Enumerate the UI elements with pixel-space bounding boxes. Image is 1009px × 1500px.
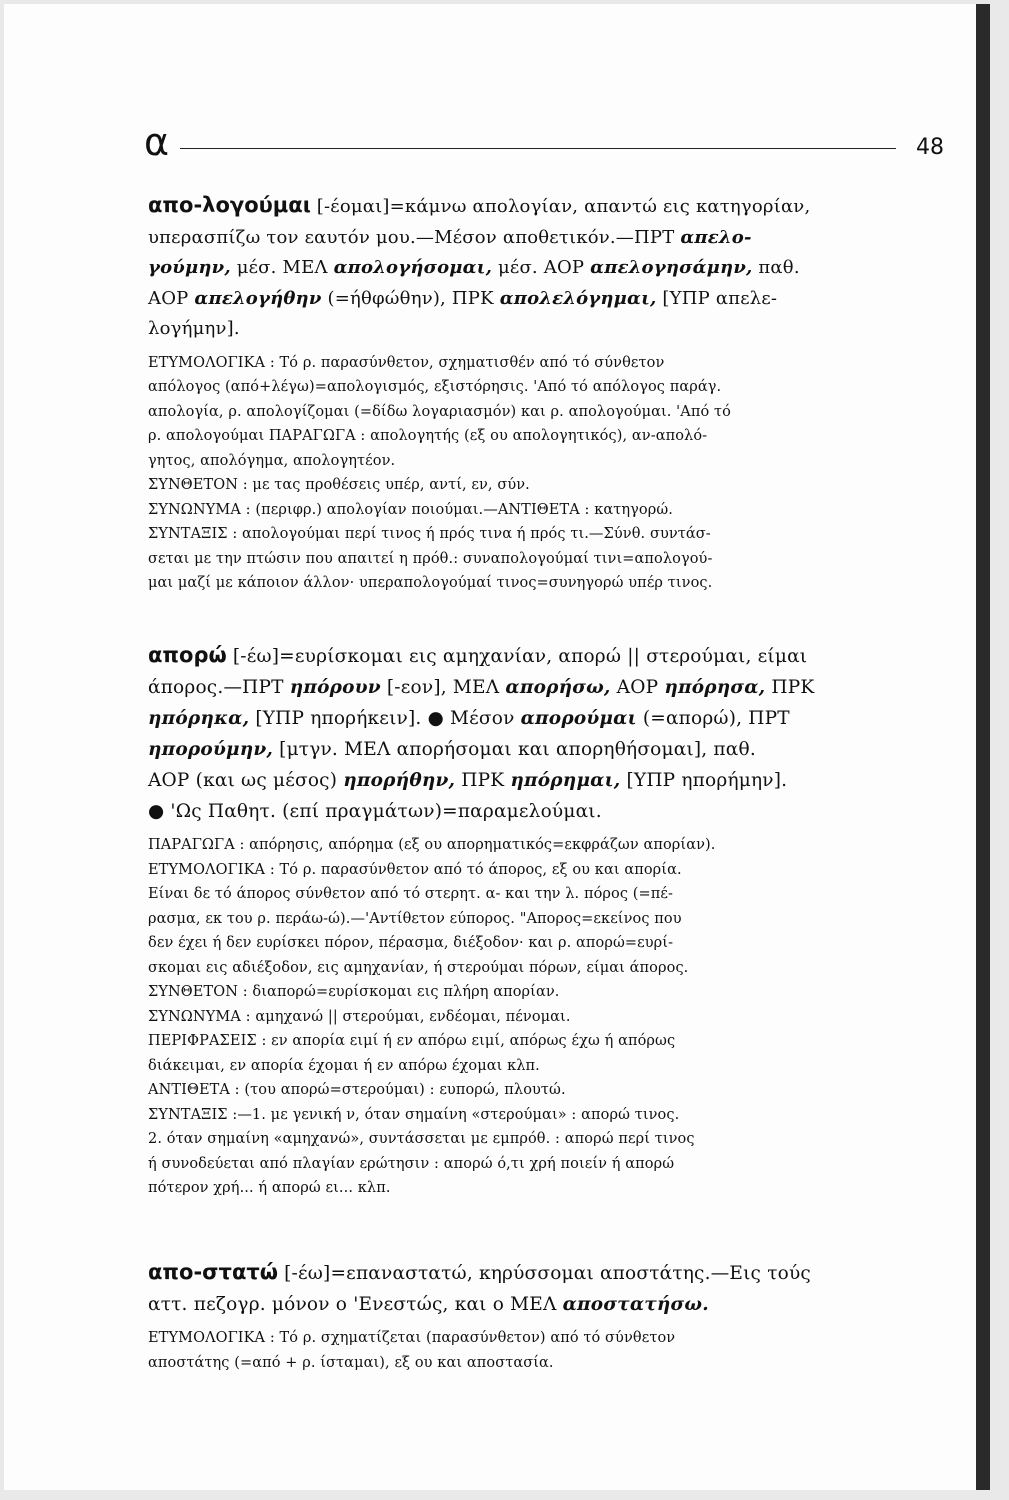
def-line: ηπορούμην, [μτγν. ΜΕΛ απορήσομαι και απορηθήσομαι], παθ.	[148, 739, 756, 760]
note-line: σεται με την πτώσιν που απαιτεί η πρόθ.: συναπολογούμαί τινι=απολογού-	[148, 550, 713, 567]
entry-apologoumai	[148, 190, 938, 596]
def-line: απο-λογούμαι [-έομαι]=κάμνω απολογίαν, απαντώ εις κατηγορίαν,	[148, 193, 811, 217]
dictionary-page	[4, 4, 990, 1490]
note-line: ΑΝΤΙΘΕΤΑ : (του απορώ=στερούμαι) : ευπορώ, πλουτώ.	[148, 1082, 566, 1098]
page-header	[144, 122, 944, 170]
headword: απορώ	[148, 643, 227, 667]
def-line: ηπόρηκα, [ΥΠΡ ηπορήκειν]. ● Μέσον απορούμαι (=απορώ), ΠΡΤ	[148, 708, 790, 729]
note-line: ΣΥΝΩΝΥΜΑ : (περιφρ.) απολογίαν ποιούμαι.—ΑΝΤΙΘΕΤΑ : κατηγορώ.	[148, 501, 674, 518]
note-line: σκομαι εις αδιέξοδον, εις αμηχανίαν, ή στερούμαι πόρων, είμαι άπορος.	[148, 959, 689, 976]
note-line: ΣΥΝΤΑΞΙΣ :—1. με γενική ν, όταν σημαίνη «στερούμαι» : απορώ τινος.	[148, 1106, 680, 1123]
note-line: γητος, απολόγημα, απολογητέον.	[148, 452, 396, 469]
header-rule	[180, 148, 896, 149]
def-line: απο-στατώ [-έω]=επαναστατώ, κηρύσσομαι αποστάτης.—Εις τούς	[148, 1260, 811, 1284]
note-line: ή συνοδεύεται από πλαγίαν ερώτησιν : απορώ ό,τι χρή ποιείν ή απορώ	[148, 1155, 675, 1172]
entry-definition	[148, 640, 938, 827]
note-line: ρασμα, εκ του ρ. περάω-ώ).—'Αντίθετον εύπορος. "Απορος=εκείνος που	[148, 910, 682, 927]
note-line: ΣΥΝΤΑΞΙΣ : απολογούμαι περί τινος ή πρός τινα ή πρός τι.—Σύνθ. συντάσ-	[148, 526, 711, 542]
def-line: ● 'Ως Παθητ. (επί πραγμάτων)=παραμελούμαι.	[148, 801, 602, 822]
entry-notes	[148, 351, 938, 596]
note-line: ΣΥΝΘΕΤΟΝ : με τας προθέσεις υπέρ, αντί, εν, σύν.	[148, 477, 530, 493]
note-line: διάκειμαι, εν απορία έχομαι ή εν απόρω έχομαι κλπ.	[148, 1057, 540, 1074]
def-line: άπορος.—ΠΡΤ ηπόρουν [-εον], ΜΕΛ απορήσω, ΑΟΡ ηπόρησα, ΠΡΚ	[148, 677, 815, 698]
note-line: ΕΤΥΜΟΛΟΓΙΚΑ : Τό ρ. σχηματίζεται (παρασύνθετον) από τό σύνθετον	[148, 1330, 676, 1346]
note-line: ΠΕΡΙΦΡΑΣΕΙΣ : εν απορία ειμί ή εν απόρω ειμί, απόρως έχω ή απόρως	[148, 1033, 676, 1049]
note-line: 2. όταν σημαίνη «αμηχανώ», συντάσσεται με εμπρόθ. : απορώ περί τινος	[148, 1131, 695, 1147]
entry-notes	[148, 1326, 938, 1375]
note-line: ΣΥΝΘΕΤΟΝ : διαπορώ=ευρίσκομαι εις πλήρη απορίαν.	[148, 984, 560, 1000]
bullet-icon: ●	[148, 801, 165, 822]
entry-definition	[148, 190, 938, 345]
note-line: δεν έχει ή δεν ευρίσκει πόρον, πέρασμα, διέξοδον· και ρ. απορώ=ευρί-	[148, 935, 674, 951]
def-line: υπερασπίζω τον εαυτόν μου.—Μέσον αποθετικόν.—ΠΡΤ απελο-	[148, 226, 752, 248]
note-line: ΠΑΡΑΓΩΓΑ : απόρησις, απόρημα (εξ ου απορηματικός=εκφράζων απορίαν).	[148, 837, 716, 853]
page-number: 48	[916, 135, 944, 160]
note-line: αποστάτης (=από + ρ. ίσταμαι), εξ ου και αποστασία.	[148, 1354, 554, 1371]
note-line: ΣΥΝΩΝΥΜΑ : αμηχανώ || στερούμαι, ενδέομαι, πένομαι.	[148, 1008, 571, 1025]
section-letter: α	[144, 120, 170, 164]
note-line: μαι μαζί με κάποιον άλλον· υπεραπολογούμαί τινος=συνηγορώ υπέρ τινος.	[148, 575, 713, 591]
note-line: ρ. απολογούμαι ΠΑΡΑΓΩΓΑ : απολογητής (εξ ου απολογητικός), αν-απολό-	[148, 428, 708, 444]
note-line: ΕΤΥΜΟΛΟΓΙΚΑ : Τό ρ. παρασύνθετον από τό άπορος, εξ ου και απορία.	[148, 861, 682, 878]
def-line: λογήμην].	[148, 318, 240, 339]
def-line: ΑΟΡ απελογήθην (=ήθφώθην), ΠΡΚ απολελόγημαι, [ΥΠΡ απελε-	[148, 287, 778, 309]
entry-apostato	[148, 1257, 938, 1375]
def-line: ΑΟΡ (και ως μέσος) ηπορήθην, ΠΡΚ ηπόρημαι, [ΥΠΡ ηπορήμην].	[148, 770, 788, 791]
entry-notes	[148, 833, 938, 1201]
def-line: αττ. πεζογρ. μόνον ο 'Ενεστώς, και ο ΜΕΛ αποστατήσω.	[148, 1294, 709, 1315]
headword: απο-στατώ	[148, 1260, 279, 1284]
entry-definition	[148, 1257, 938, 1320]
headword: απο-λογούμαι	[148, 193, 311, 217]
def-line: απορώ [-έω]=ευρίσκομαι εις αμηχανίαν, απορώ || στερούμαι, είμαι	[148, 643, 808, 667]
note-line: απολογία, ρ. απολογίζομαι (=δίδω λογαριασμόν) και ρ. απολογούμαι. 'Από τό	[148, 403, 731, 420]
note-line: πότερον χρή... ή απορώ ει... κλπ.	[148, 1180, 391, 1196]
entry-aporo	[148, 640, 938, 1201]
bullet-icon: ●	[427, 708, 444, 729]
note-line: ΕΤΥΜΟΛΟΓΙΚΑ : Τό ρ. παρασύνθετον, σχηματισθέν από τό σύνθετον	[148, 354, 665, 371]
def-line: γούμην, μέσ. ΜΕΛ απολογήσομαι, μέσ. ΑΟΡ απελογησάμην, παθ.	[148, 257, 800, 278]
note-line: Είναι δε τό άπορος σύνθετον από τό στερητ. α- και την λ. πόρος (=πέ-	[148, 886, 674, 902]
note-line: απόλογος (από+λέγω)=απολογισμός, εξιστόρησις. 'Από τό απόλογος παράγ.	[148, 379, 722, 395]
